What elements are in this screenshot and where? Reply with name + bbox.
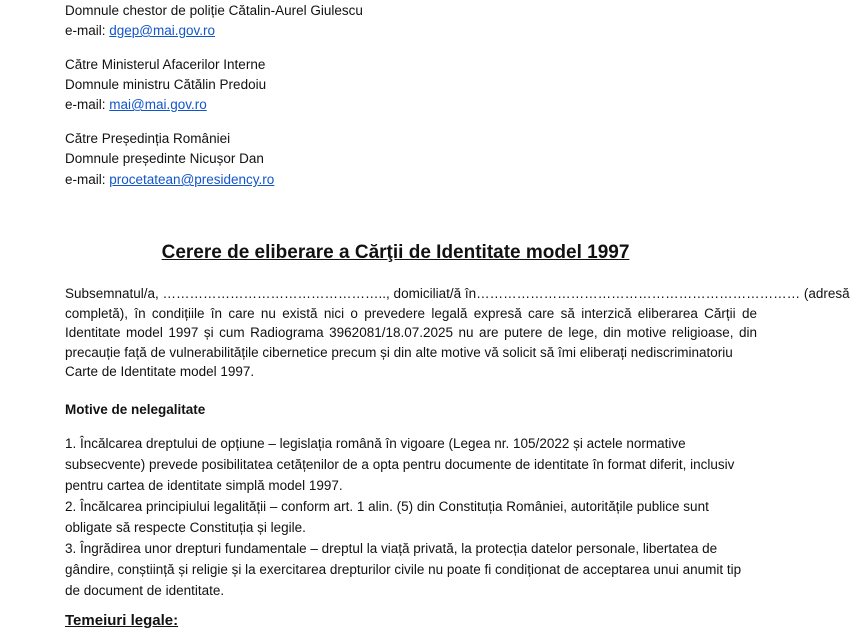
recipient-2-email-line — [65, 97, 207, 113]
recipient-2-name: Domnule ministru Cătălin Predoiu — [65, 77, 267, 92]
recipient-3-name: Domnule președinte Nicușor Dan — [65, 151, 264, 166]
recipient-3-email-label: e-mail: — [65, 172, 110, 187]
recipient-3-email-link[interactable]: procetatean@presidency.ro — [109, 172, 275, 187]
reason-1: 1. Încălcarea dreptului de opțiune – legislația română în vigoare (Legea nr. 105/2022 și actele normative subsecvente) prevede posibilitatea cetățenilor de a opta pentru documente de identitate în format diferit, inclusiv pentru cartea de identitate simplă model 1997. — [65, 436, 735, 493]
document-title: Cerere de eliberare a Cărţii de Identitate model 1997 — [161, 242, 630, 263]
recipient-2-email-link[interactable]: mai@mai.gov.ro — [109, 97, 207, 112]
recipient-1-email-line — [65, 23, 215, 39]
recipient-3-to: Către Președinția României — [65, 131, 231, 146]
recipient-1-email-label: e-mail: — [65, 23, 110, 38]
recipient-2-to: Către Ministerul Afacerilor Interne — [65, 57, 266, 72]
intro-first-line: Subsemnatul/a, ………………………………………….., domiciliat/ă în……………………………………………………………… (adresă — [65, 286, 850, 301]
recipient-3-email-line — [65, 172, 274, 188]
intro-paragraph — [65, 284, 850, 382]
motives-heading: Motive de nelegalitate — [65, 402, 206, 417]
reason-2: 2. Încălcarea principiului legalității – conform art. 1 alin. (5) din Constituția României, autoritățile publice sunt obligate să respecte Constituția și legile. — [65, 499, 709, 535]
recipient-2-email-label: e-mail: — [65, 97, 110, 112]
reason-3: 3. Îngrădirea unor drepturi fundamentale – dreptul la viață privată, la protecția datelor personale, libertatea de gândire, conștiință și religie și la exercitarea drepturilor civile nu poate fi condiționat de acceptarea unui anumit tip de document de identitate. — [65, 541, 742, 598]
legal-basis-heading: Temeiuri legale: — [65, 612, 179, 629]
intro-last-line: Carte de Identitate model 1997. — [65, 364, 255, 379]
recipient-1-name: Domnule chestor de poliție Cătalin-Aurel Giulescu — [65, 3, 363, 18]
recipient-1-email-link[interactable]: dgep@mai.gov.ro — [109, 23, 216, 38]
intro-body: completă), în condițiile în care nu există nici o prevedere legală expresă care să interzică eliberarea Cărții de Identitate model 1997 și cum Radiograma 3962081/18.07.2025 nu are putere de lege, din motive religioase, din precauție față de vulnerabilitățile cibernetice precum și din alte motive vă solicit să îmi eliberați nediscriminatoriu — [65, 305, 757, 360]
